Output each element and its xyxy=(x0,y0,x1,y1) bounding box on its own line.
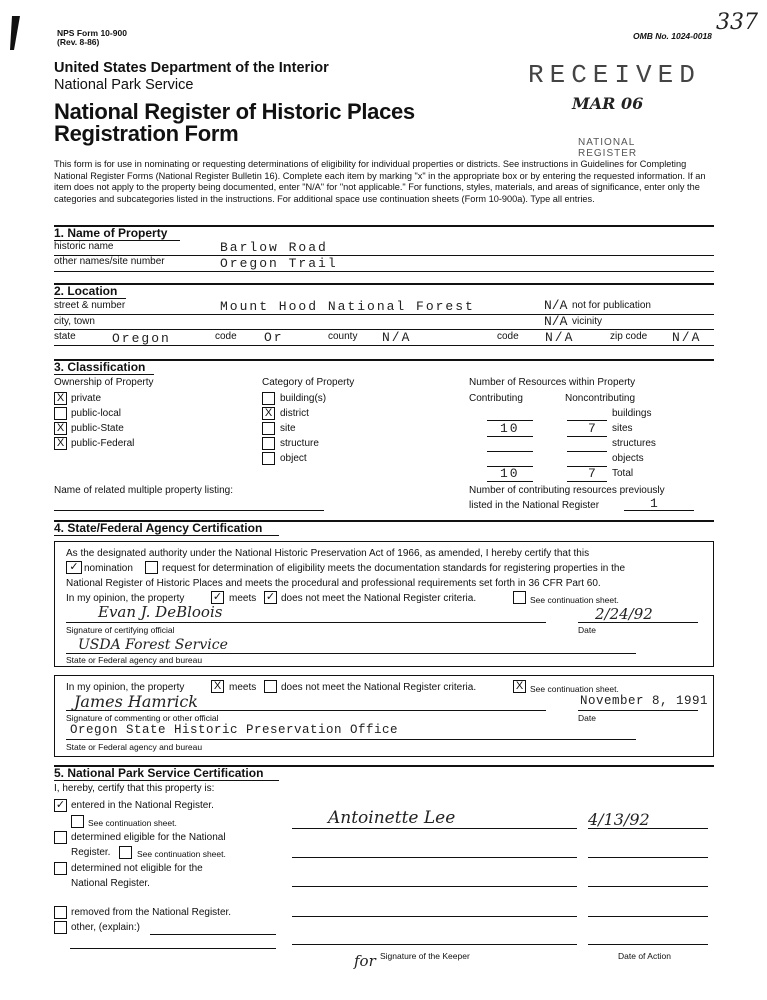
entered-continuation-checkbox[interactable] xyxy=(71,815,84,828)
not-for-publication-label: not for publication xyxy=(572,300,651,311)
form-title-line1: National Register of Historic Places xyxy=(54,99,415,124)
keeper-signature: Antoinette Lee xyxy=(328,808,456,828)
historic-name-value[interactable]: Barlow Road xyxy=(220,240,328,255)
noncontrib-val-4[interactable]: 7 xyxy=(588,466,598,481)
category-label-3: structure xyxy=(280,438,319,449)
instructions-text: This form is for use in nominating or requesting determinations of eligibility for individual properties or districts. See instructions in Guidelines for Completing National Register Forms (National Register Bulletin 16). Complete each item by marking "x" in the appropriate box or by entering the requested information. If an item does not apply to the property being documented, enter "N/A" for "not applicable." For functions, styles, materials, and areas of significance, enter only the categories and subcategories listed in the instructions. For additional space use continuation sheets (Form 10-900a). Type all entries. xyxy=(54,159,706,204)
action-date-label: Date of Action xyxy=(618,951,671,961)
b2-continuation-label: See continuation sheet. xyxy=(530,684,619,694)
continuation-checkbox-1[interactable] xyxy=(513,591,526,604)
commenting-date[interactable]: November 8, 1991 xyxy=(580,694,709,708)
code2-label: code xyxy=(497,331,519,342)
contrib-val-4[interactable]: 10 xyxy=(500,466,520,481)
cert-line3: National Register of Historic Places and meets the procedural and professional requirements set forth in 36 CFR Part 60. xyxy=(66,578,601,589)
category-label-2: site xyxy=(280,423,296,434)
nomination-checkbox[interactable]: ✓ xyxy=(66,561,82,574)
section2-rule xyxy=(54,283,714,285)
section2-title: 2. Location xyxy=(54,284,118,298)
previously-listed-label-2: listed in the National Register xyxy=(469,500,600,511)
received-stamp xyxy=(524,60,714,112)
previously-listed-label-1: Number of contributing resources previously xyxy=(469,485,665,496)
vicinity-mark[interactable]: N/A xyxy=(544,314,568,329)
entered-checkbox[interactable]: ✓ xyxy=(55,799,66,811)
agency-name: National Park Service xyxy=(54,77,194,93)
certifying-date[interactable]: 2/24/92 xyxy=(595,605,653,623)
commenting-agency-value[interactable]: Oregon State Historic Preservation Office xyxy=(70,723,399,737)
commenting-date-label: Date xyxy=(578,713,596,723)
stamp-date: MAR 06 xyxy=(572,94,644,113)
contrib-val-1[interactable]: 10 xyxy=(500,421,520,436)
eligible-checkbox[interactable] xyxy=(54,831,67,844)
omb-number: OMB No. 1024-0018 xyxy=(633,31,712,41)
certifying-sig-label: Signature of certifying official xyxy=(66,625,175,635)
street-value[interactable]: Mount Hood National Forest xyxy=(220,299,475,314)
code-label: code xyxy=(215,331,237,342)
ownership-checkbox-0[interactable]: X xyxy=(54,392,67,405)
certifying-date-label: Date xyxy=(578,625,596,635)
cert-line4a: In my opinion, the property xyxy=(66,593,185,604)
code-value[interactable]: Or xyxy=(264,330,284,345)
resources-header: Number of Resources within Property xyxy=(469,377,636,388)
department-name: United States Department of the Interior xyxy=(54,60,329,76)
form-title-line2: Registration Form xyxy=(54,121,239,146)
does-not-meet-label: does not meet the National Register criteria. xyxy=(281,593,477,604)
action-date[interactable]: 4/13/92 xyxy=(588,810,650,829)
section1-title: 1. Name of Property xyxy=(54,226,168,240)
city-label: city, town xyxy=(54,316,95,327)
nomination-label: nomination xyxy=(84,563,133,574)
noncontributing-header: Noncontributing xyxy=(565,393,636,404)
ownership-label-3: public-Federal xyxy=(71,438,135,449)
category-label-0: building(s) xyxy=(280,393,327,404)
street-label: street & number xyxy=(54,300,126,311)
not-for-publication-mark[interactable]: N/A xyxy=(544,298,568,313)
section5-title: 5. National Park Service Certification xyxy=(54,766,264,780)
resource-row-1: sites xyxy=(612,423,633,434)
cert-line2: request for determination of eligibility meets the documentation standards for registering properties in the xyxy=(162,563,626,574)
zip-label: zip code xyxy=(610,331,648,342)
for-mark: for xyxy=(354,952,376,970)
other-names-value[interactable]: Oregon Trail xyxy=(220,256,338,271)
eligible-label-b: Register. xyxy=(71,847,111,858)
category-header: Category of Property xyxy=(262,377,355,388)
state-value[interactable]: Oregon xyxy=(112,331,171,346)
b2-meets-checkbox[interactable]: X xyxy=(211,680,224,693)
nps-intro: I, hereby, certify that this property is: xyxy=(54,783,215,794)
category-checkbox-4[interactable] xyxy=(262,452,275,465)
previously-listed-value[interactable]: 1 xyxy=(650,496,660,511)
stamp-register-line2: REGISTER xyxy=(578,148,638,159)
category-checkbox-1[interactable]: X xyxy=(262,407,275,420)
category-checkbox-0[interactable] xyxy=(262,392,275,405)
continuation-label-1: See continuation sheet. xyxy=(530,595,619,605)
section3-title: 3. Classification xyxy=(54,360,146,374)
commenting-agency-label: State or Federal agency and bureau xyxy=(66,742,203,752)
ownership-label-2: public-State xyxy=(71,423,124,434)
b2-does-not-meet-label: does not meet the National Register criteria. xyxy=(281,682,477,693)
resource-row-2: structures xyxy=(612,438,656,449)
meets-checkbox[interactable]: ✓ xyxy=(212,591,223,603)
certifying-agency-label: State or Federal agency and bureau xyxy=(66,655,203,665)
commenting-sig-label: Signature of commenting or other official xyxy=(66,713,219,723)
does-not-meet-checkbox[interactable]: ✓ xyxy=(265,591,276,603)
section4-title: 4. State/Federal Agency Certification xyxy=(54,521,263,535)
resource-row-3: objects xyxy=(612,453,644,464)
county-value[interactable]: N/A xyxy=(382,330,412,345)
eligible-continuation-checkbox[interactable] xyxy=(119,846,132,859)
stamp-received-text: RECEIVED xyxy=(528,60,701,90)
corner-handwritten-number: 337 xyxy=(716,10,758,35)
category-checkbox-3[interactable] xyxy=(262,437,275,450)
certifying-agency-value[interactable]: USDA Forest Service xyxy=(78,637,228,653)
b2-does-not-meet-checkbox[interactable] xyxy=(264,680,277,693)
b2-meets-label: meets xyxy=(229,682,257,693)
entered-continuation-label: See continuation sheet. xyxy=(88,818,177,828)
other-checkbox[interactable] xyxy=(54,921,67,934)
ownership-checkbox-2[interactable]: X xyxy=(54,422,67,435)
commenting-signature: James Hamrick xyxy=(74,692,198,711)
historic-name-label: historic name xyxy=(54,241,114,252)
certifying-signature: Evan J. DeBloois xyxy=(98,603,223,621)
removed-label: removed from the National Register. xyxy=(71,907,232,918)
section3-rule xyxy=(54,359,714,361)
corner-mark xyxy=(8,16,22,50)
zip-value[interactable]: N/A xyxy=(672,330,702,345)
resource-row-0: buildings xyxy=(612,408,652,419)
other-names-label: other names/site number xyxy=(54,256,165,267)
not-eligible-checkbox[interactable] xyxy=(54,862,67,875)
b2-continuation-checkbox[interactable]: X xyxy=(513,680,526,693)
noncontrib-val-1[interactable]: 7 xyxy=(588,421,598,436)
contributing-header: Contributing xyxy=(469,393,523,404)
category-label-4: object xyxy=(280,453,307,464)
eligible-continuation-label: See continuation sheet. xyxy=(137,849,226,859)
resource-row-4: Total xyxy=(612,468,634,479)
multiple-listing-label: Name of related multiple property listing: xyxy=(54,485,233,496)
ownership-label-1: public-local xyxy=(71,408,122,419)
code2-value[interactable]: N/A xyxy=(545,330,575,345)
stamp-register-line1: NATIONAL xyxy=(578,137,636,148)
vicinity-label: vicinity xyxy=(572,316,603,327)
not-eligible-label-a: determined not eligible for the xyxy=(71,863,203,874)
other-label: other, (explain:) xyxy=(71,922,140,933)
form-number: NPS Form 10-900 xyxy=(57,28,127,38)
ownership-checkbox-1[interactable] xyxy=(54,407,67,420)
cert-line1: As the designated authority under the National Historic Preservation Act of 1966, as amended, I hereby certify that this xyxy=(66,548,590,559)
ownership-checkbox-3[interactable]: X xyxy=(54,437,67,450)
category-checkbox-2[interactable] xyxy=(262,422,275,435)
removed-checkbox[interactable] xyxy=(54,906,67,919)
state-label: state xyxy=(54,331,76,342)
entered-label: entered in the National Register. xyxy=(71,800,214,811)
category-label-1: district xyxy=(280,408,309,419)
not-eligible-label-b: National Register. xyxy=(71,878,150,889)
meets-label: meets xyxy=(229,593,257,604)
b2-line-a: In my opinion, the property xyxy=(66,682,185,693)
ownership-label-0: private xyxy=(71,393,102,404)
form-revision: (Rev. 8-86) xyxy=(57,37,100,47)
keeper-label: Signature of the Keeper xyxy=(380,951,470,961)
determination-checkbox[interactable] xyxy=(145,561,158,574)
county-label: county xyxy=(328,331,358,342)
ownership-header: Ownership of Property xyxy=(54,377,154,388)
eligible-label-a: determined eligible for the National xyxy=(71,832,226,843)
